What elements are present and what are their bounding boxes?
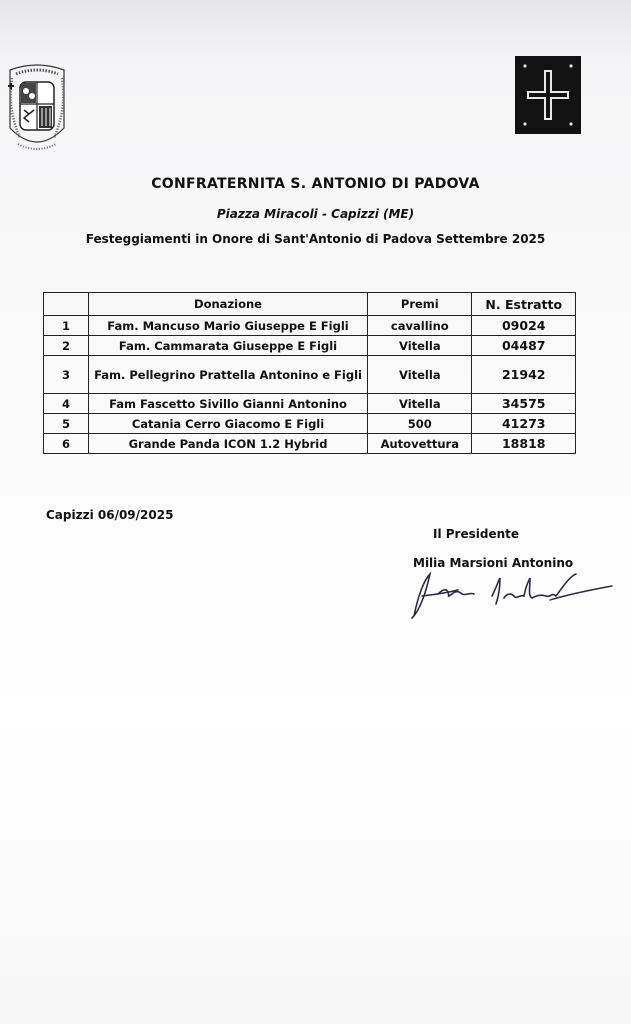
row-donazione: Catania Cerro Giacomo E Figli bbox=[88, 414, 367, 434]
president-title: Il Presidente bbox=[433, 527, 520, 541]
row-premi: Vitella bbox=[368, 336, 472, 356]
row-num: 3 bbox=[44, 356, 89, 394]
row-estratto: 34575 bbox=[472, 394, 576, 414]
table-row bbox=[44, 394, 576, 414]
table-header-row bbox=[44, 293, 576, 316]
table-row bbox=[44, 356, 576, 394]
table-row bbox=[44, 434, 576, 454]
confraternity-seal-logo bbox=[2, 58, 72, 162]
page-shadow bbox=[0, 0, 631, 60]
row-premi: Vitella bbox=[368, 356, 472, 394]
row-donazione: Fam. Pellegrino Prattella Antonino e Figli bbox=[88, 356, 367, 394]
header-premi: Premi bbox=[368, 293, 472, 316]
header-donazione: Donazione bbox=[88, 293, 367, 316]
row-num: 4 bbox=[44, 394, 89, 414]
row-estratto: 18818 bbox=[472, 434, 576, 454]
document-title: CONFRATERNITA S. ANTONIO DI PADOVA bbox=[151, 176, 480, 192]
row-premi: 500 bbox=[368, 414, 472, 434]
row-premi: cavallino bbox=[368, 316, 472, 336]
row-num: 2 bbox=[44, 336, 89, 356]
row-donazione: Fam. Mancuso Mario Giuseppe E Figli bbox=[88, 316, 367, 336]
document-date: Capizzi 06/09/2025 bbox=[46, 508, 174, 522]
row-donazione: Grande Panda ICON 1.2 Hybrid bbox=[88, 434, 367, 454]
row-estratto: 41273 bbox=[472, 414, 576, 434]
handwritten-signature bbox=[400, 566, 615, 626]
row-estratto: 09024 bbox=[472, 316, 576, 336]
document-subtitle: Piazza Miracoli - Capizzi (ME) bbox=[216, 207, 415, 221]
row-num: 6 bbox=[44, 434, 89, 454]
row-num: 1 bbox=[44, 316, 89, 336]
event-heading: Festeggiamenti in Onore di Sant'Antonio di Padova Settembre 2025 bbox=[85, 232, 546, 246]
table-row bbox=[44, 336, 576, 356]
cross-emblem-logo bbox=[515, 56, 581, 134]
table-row bbox=[44, 316, 576, 336]
row-estratto: 21942 bbox=[472, 356, 576, 394]
president-name: Milia Marsioni Antonino bbox=[413, 556, 574, 570]
row-estratto: 04487 bbox=[472, 336, 576, 356]
table-row bbox=[44, 414, 576, 434]
row-donazione: Fam Fascetto Sivillo Gianni Antonino bbox=[88, 394, 367, 414]
row-premi: Vitella bbox=[368, 394, 472, 414]
row-donazione: Fam. Cammarata Giuseppe E Figli bbox=[88, 336, 367, 356]
header-estratto: N. Estratto bbox=[472, 293, 576, 316]
header-num bbox=[44, 293, 89, 316]
row-num: 5 bbox=[44, 414, 89, 434]
prize-table bbox=[43, 292, 576, 454]
row-premi: Autovettura bbox=[368, 434, 472, 454]
